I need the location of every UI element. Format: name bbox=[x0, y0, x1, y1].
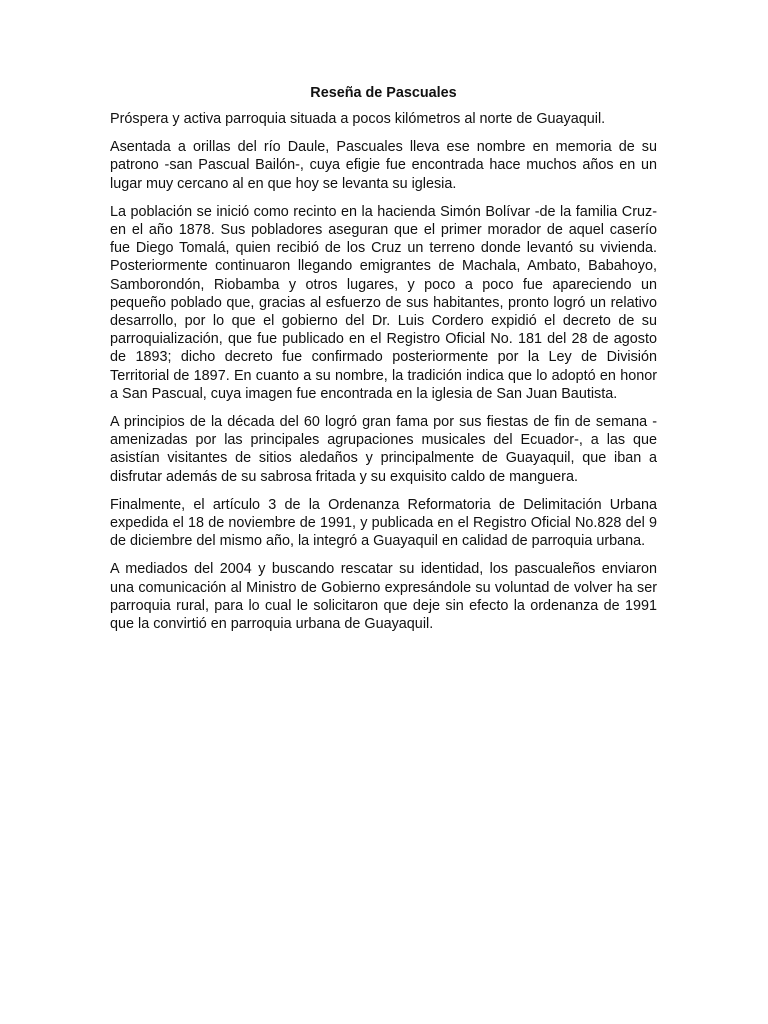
paragraph-intro: Próspera y activa parroquia situada a pocos kilómetros al norte de Guayaquil. bbox=[110, 111, 606, 127]
document-title: Reseña de Pascuales bbox=[310, 85, 457, 101]
paragraph-location: Asentada a orillas del río Daule, Pascuales lleva ese nombre en memoria de su patrono -san Pascual Bailón-, cuya efigie fue encontrada hace muchos años en un lugar muy cercano al en que hoy se levanta su iglesia. bbox=[110, 139, 657, 192]
document-page bbox=[110, 84, 657, 643]
paragraph-ordinance: Finalmente, el artículo 3 de la Ordenanza Reformatoria de Delimitación Urbana expedida el 18 de noviembre de 1991, y publicada en el Registro Oficial No.828 del 9 de diciembre del mismo año, la integró a Guayaquil en calidad de parroquia urbana. bbox=[110, 496, 657, 550]
paragraph-history: La población se inició como recinto en la hacienda Simón Bolívar -de la familia Cruz- en el año 1878. Sus pobladores aseguran que el primer morador de aquel caserío fue Diego Tomalá, quien recibió de los Cruz un terreno donde levantó su vivienda. Posteriormente continuaron llegando emigrantes de Machala, Ambato, Babahoyo, Samborondón, Riobamba y otros lugares, y poco a poco fue apareciendo un pequeño poblado que, gracias al esfuerzo de sus habitantes, pronto logró un relativo desarrollo, por lo que el gobierno del Dr. Luis Cordero expidió el decreto de su parroquialización, que fue publicado en el Registro Oficial No. 181 del 28 de agosto de 1893; dicho decreto fue confirmado posteriormente por la Ley de División Territorial de 1897. En cuanto a su nombre, la tradición indica que lo adoptó en honor a San Pascual, cuya imagen fue encontrada en la iglesia de San Juan Bautista. bbox=[110, 203, 657, 402]
paragraph-identity: A mediados del 2004 y buscando rescatar su identidad, los pascualeños enviaron una comunicación al Ministro de Gobierno expresándole su voluntad de volver ha ser parroquia rural, para lo cual le solicitaron que deje sin efecto la ordenanza de 1991 que la convirtió en parroquia urbana de Guayaquil. bbox=[110, 561, 657, 633]
paragraph-fame: A principios de la década del 60 logró gran fama por sus fiestas de fin de semana -amenizadas por las principales agrupaciones musicales del Ecuador-, a las que asistían visitantes de sitios aledaños y principalmente de Guayaquil, que iban a disfrutar además de su sabrosa fritada y su exquisito caldo de manguera. bbox=[110, 414, 657, 485]
